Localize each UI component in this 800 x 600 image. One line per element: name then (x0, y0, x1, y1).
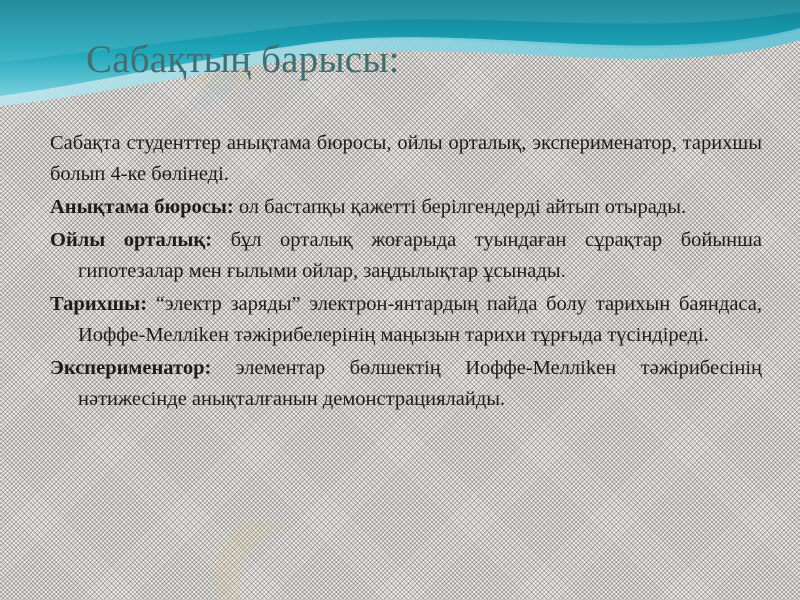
paragraph-eksperimentator-text: элементар бөлшектің Иоффе-Меллikен тәжірибесінің нәтижесінде анықталғанын демонстрациялайды. (78, 357, 762, 410)
ornament-shape-icon (170, 500, 310, 600)
paragraph-tarihshy (50, 289, 762, 351)
paragraph-intro (50, 128, 762, 190)
paragraph-intro-text: Сабақта студенттер анықтама бюросы, ойлы орталық, эксперименатор, тарихшы болып 4-ке бөлінеді. (50, 132, 762, 185)
paragraph-tarihshy-lead: Тарихшы: (50, 293, 148, 315)
page-title: Сабақтың барысы: (86, 38, 400, 81)
paragraph-anyktama-burosy-lead: Анықтама бюросы: (50, 196, 234, 218)
paragraph-eksperimentator (50, 353, 762, 415)
paragraph-tarihshy-text: “электр заряды” электрон-янтардың пайда болу тарихын баяндаса, Иоффе-Меллikен тәжірибелерінің маңызын тарихи тұрғыда түсіндіреді. (78, 293, 762, 346)
paragraph-anyktama-burosy-text: ол бастапқы қажетті берілгендерді айтып отырады. (233, 196, 687, 218)
paragraph-anyktama-burosy (50, 192, 762, 223)
paragraph-oily-ortalyk (50, 225, 762, 287)
paragraph-oily-ortalyk-text: бұл орталық жоғарыда туындаған сұрақтар бойынша гипотезалар мен ғылыми ойлар, заңдылықтар ұсынады. (78, 229, 762, 282)
slide-body (50, 128, 762, 417)
paragraph-eksperimentator-lead: Эксперименатор: (50, 357, 212, 379)
paragraph-oily-ortalyk-lead: Ойлы орталық: (50, 229, 213, 251)
